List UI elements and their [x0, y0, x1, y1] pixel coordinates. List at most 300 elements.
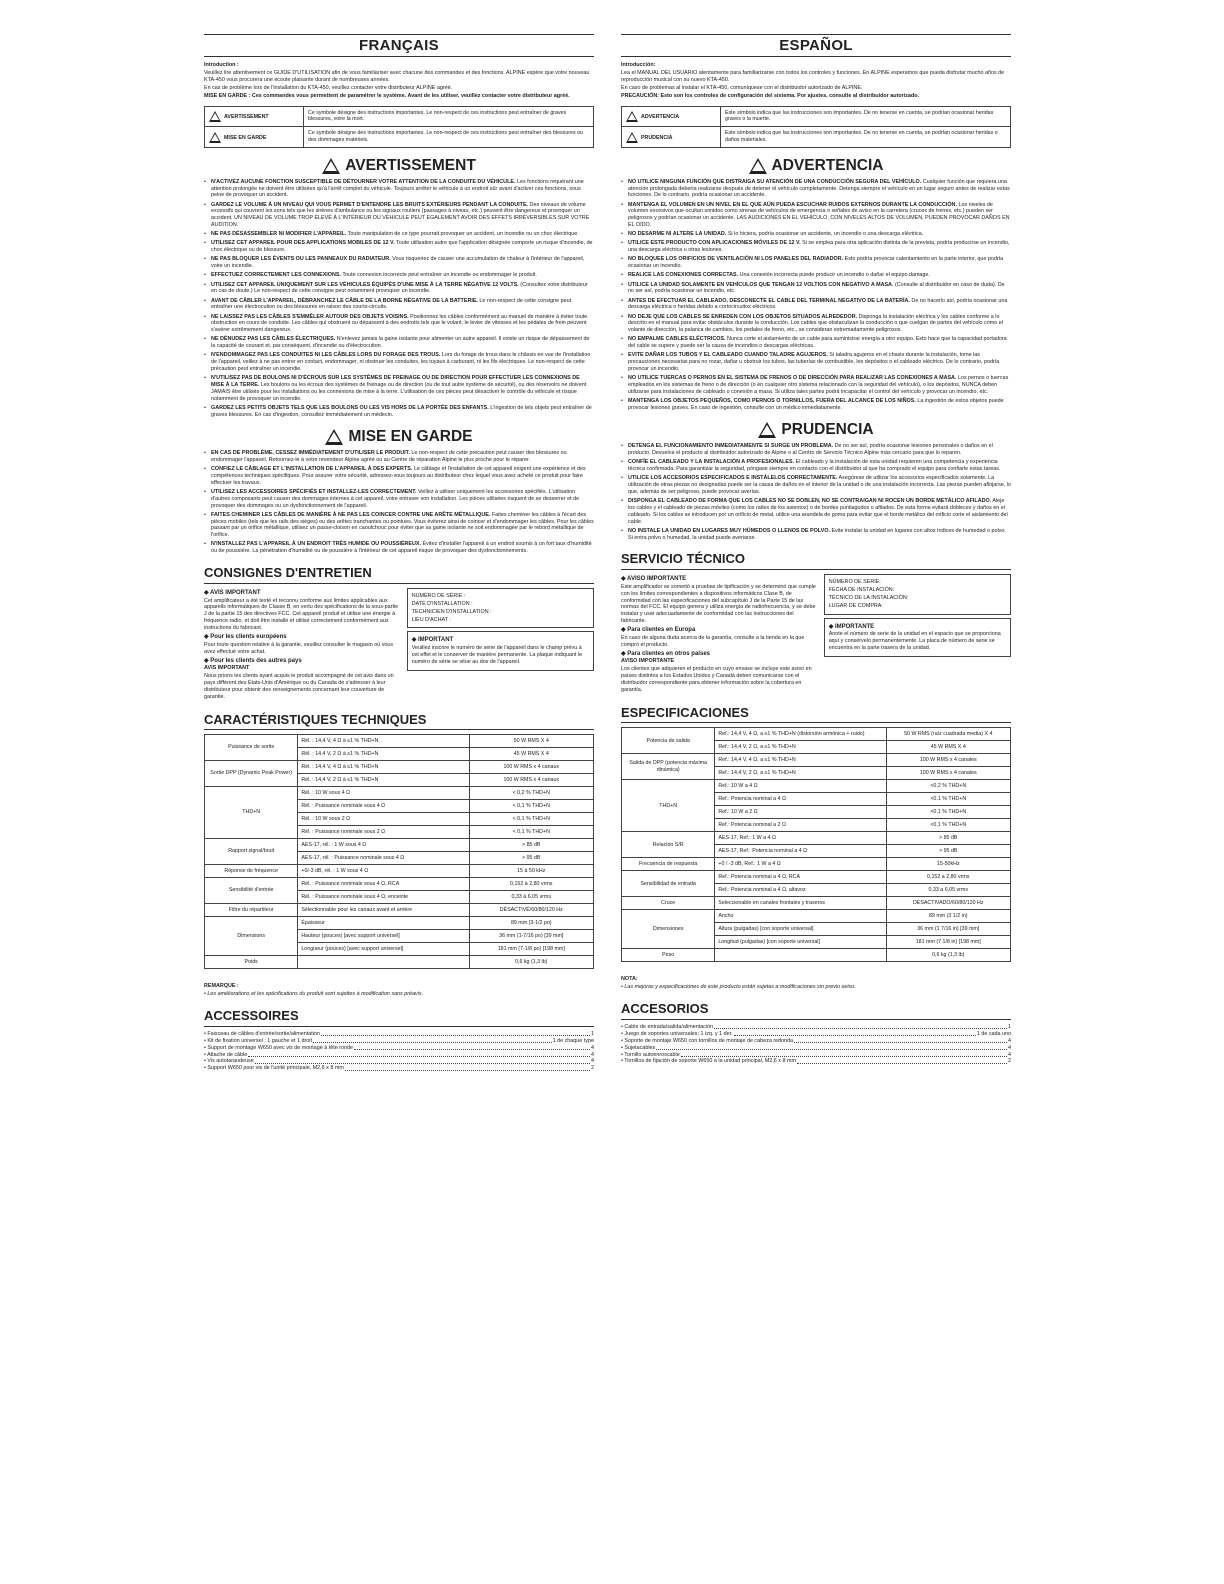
list-item-bold: EN CAS DE PROBLÈME, CESSEZ IMMÉDIATEMENT D'UTILISER LE PRODUIT.	[211, 449, 410, 456]
list-item-bold: GARDEZ LE VOLUME À UN NIVEAU QUI VOUS PERMET D'ENTENDRE LES BRUITS EXTÉRIEURS PENDANT LA CONDUITE.	[211, 201, 529, 208]
list-item-text: Le non-respect de cette précaution peut causer des blessures ou endommager l'appareil. Retournez-le à votre revendeur Alpine agréé ou au Centre de réparation Alpine le plus proche pour le réparer.	[211, 449, 567, 463]
list-item-text: L'ingestion de tels objets peut entraîner de graves blessures. En cas d'ingestion, consultez immédiatement un médecin.	[211, 405, 592, 419]
list-item-text: Faites cheminer les câbles à l'écart des pièces mobiles (tels que les rails des sièges) ou des arêtes tranchantes ou pointues. Vous éviterez ainsi de coincer et d'endommager les câbles. Pour les câbles passant par un orifice métallique, utilisez un passe-cloison en caoutchouc pour éviter que sa gaine isolante ne soit endommagée par le rebord métallique de l'orifice.	[211, 511, 594, 539]
purchase-place-field: LUGAR DE COMPRA:	[828, 602, 883, 609]
list-item-bold: EFFECTUEZ CORRECTEMENT LES CONNEXIONS.	[211, 272, 341, 279]
accessory-item	[621, 1031, 1011, 1038]
list-item-bold: ANTES DE EFECTUAR EL CABLEADO, DESCONECTE EL CABLE DEL TERMINAL NEGATIVO DE LA BATERÍA.	[628, 297, 910, 304]
spec-category: Potencia de salida	[622, 728, 715, 754]
list-item-bold: UTILICE LOS ACCESORIOS ESPECIFICADOS E INSTÁLELOS CORRECTAMENTE.	[628, 474, 838, 481]
purchase-place-field: LIEU D'ACHAT :	[411, 616, 451, 623]
list-item-text: El cableado y la instalación de esta unidad requieren una competencia y experiencia técnica confirmada. Para garantizar la seguridad, póngase siempre en contacto con el distribuidor al que ha comprado el equipo para confiarle estas tareas.	[628, 458, 1001, 472]
table-row	[205, 904, 594, 917]
list-item	[204, 272, 594, 279]
accessory-item	[621, 1024, 1011, 1031]
list-item	[621, 443, 1011, 457]
spec-condition: Ref.: 10 W a 4 Ω	[715, 780, 886, 793]
spec-value: 100 W RMS x 4 canaux	[469, 774, 593, 787]
list-item	[204, 336, 594, 350]
list-item-bold: UTILISEZ CET APPAREIL UNIQUEMENT SUR LES VÉHICULES ÉQUIPÉS D'UNE MISE À LA TERRE NÉGATIVE 12 VOLTS.	[211, 281, 519, 288]
spec-condition: Altura (pulgadas) [con soporte universal]	[715, 923, 886, 936]
warning-triangle-icon	[209, 111, 221, 122]
spec-category: Puissance de sortie	[205, 735, 298, 761]
list-item-bold: DISPONGA EL CABLEADO DE FORMA QUE LOS CABLES NO SE DOBLEN, NO SE CONTRAIGAN NI ROCEN UN BORDE METÁLICO AFILADO.	[628, 497, 992, 504]
list-item	[204, 405, 594, 419]
list-item-bold: UTILICE LA UNIDAD SOLAMENTE EN VEHÍCULOS QUE TENGAN 12 VOLTIOS CON NEGATIVO A MASA.	[628, 281, 894, 288]
spec-value: > 85 dB	[469, 839, 593, 852]
spec-category: Sensibilité d'entrée	[205, 878, 298, 904]
list-item-text: Si taladra agujeros en el chasis durante la instalación, tome las precauciones necesarias para no rozar, dañar u obstruir los tubos, las tuberías de combustible, los depósitos o el cableado eléctrico. De lo contrario, podría provocar un incendio.	[628, 352, 1000, 373]
symbol-warning-text: Ce symbole désigne des instructions importantes. Le non-respect de ces instructions peut entraîner de graves blessures, voire la mort.	[304, 106, 594, 127]
list-item	[621, 375, 1011, 396]
spec-value: 50 W RMS X 4	[469, 735, 593, 748]
spec-value: 181 mm (7 1/8 in) [198 mm]	[886, 936, 1010, 949]
list-item-text: Évitez d'installer l'appareil à un endroit soumis à un fort taux d'humidité ou de poussière. La pénétration d'humidité ou de poussière à l'intérieur de cet appareil risque de provoquer des dysfonctionnements.	[211, 541, 592, 555]
specifications-heading: ESPECIFICACIONES	[621, 705, 1011, 724]
list-item	[204, 375, 594, 403]
accessory-name: • Tornillos de fijación de soporte W650 a la unidad principal, M2,6 x 8 mm	[621, 1058, 796, 1065]
list-item	[621, 256, 1011, 270]
intro-heading: Introduction :	[204, 62, 239, 69]
maintenance-heading: CONSIGNES D'ENTRETIEN	[204, 565, 594, 584]
avis-important-text: Este amplificador se sometió a pruebas de tipificación y se determinó que cumple con los límites correspondientes a dispositivos informáticos Clase B, de conformidad con las especificaciones del subcapítulo J de la Parte 15 de las normas del FCC. El equipo genera y utiliza energía de radiofrecuencia, y se debe instalar y usar adecuadamente de conformidad con las instrucciones del fabricante.	[621, 583, 816, 625]
list-item-text: Les boulons ou les écrous des systèmes de freinage ou de direction (ou de tout autre système de sécurité), ou des réservoirs ne doivent JAMAIS être utilisés pour les installations ou les connexions de mise à la terre. L'utilisation de ces pièces peut désactiver le contrôle du véhicule et risque notamment de provoquer un incendie.	[211, 382, 587, 403]
list-item-bold: NO BLOQUEE LOS ORIFICIOS DE VENTILACIÓN NI LOS PANELES DEL RADIADOR.	[628, 256, 844, 263]
list-item-text: Nunca corte el aislamiento de un cable para suministrar energía a otro equipo. Esto hace que la capacidad portadora del cable se supere y puede ser la causa de incendios o descargas eléctricas.	[628, 336, 1007, 350]
table-row	[622, 871, 1011, 884]
list-item	[621, 459, 1011, 473]
list-item-text: Toute manipulation de ce type pourrait provoquer un accident, un incendie ou un choc électrique.	[346, 231, 579, 238]
table-row	[205, 839, 594, 852]
warning-triangle-icon	[758, 422, 776, 438]
specifications-table	[621, 727, 1011, 962]
important-text: Veuillez inscrire le numéro de série de l'appareil dans le champ prévu à cet effet et le conserver de manière permanente. La plaque indiquant le numéro de série se situe au dos de l'appareil.	[411, 645, 583, 665]
list-item-bold: NO EMPALME CABLES ELÉCTRICOS.	[628, 336, 726, 343]
accessory-name: • Faisceau de câbles d'entrée/sortie/alimentation	[204, 1030, 320, 1037]
accessory-name: • Support W650 pour vis de l'unité principale, M2,6 x 8 mm	[204, 1065, 344, 1072]
list-item	[621, 352, 1011, 373]
list-item-bold: N'ACTIVEZ AUCUNE FONCTION SUSCEPTIBLE DE DÉTOURNER VOTRE ATTENTION DE LA CONDUITE DU VÉHICULE.	[211, 178, 516, 185]
installer-field: TÉCNICO DE LA INSTALACIÓN:	[828, 594, 909, 601]
spec-condition: Rél. : 14,4 V, 4 Ω à ≤1 % THD+N	[298, 761, 469, 774]
spec-value: 100 W RMS x 4 canales	[886, 754, 1010, 767]
list-item-text: Disponga la instalación eléctrica y los cables conforme a lo descrito en el manual para evitar obstáculos durante la conducción. Los cables que obstaculizan la conducción o que cuelgan de partes del vehículo como el volante de dirección, la palanca de cambios, los pedales de freno, etc., se consideran extremadamente peligrosos.	[628, 313, 1003, 334]
spec-value: 0,6 kg (1,3 lb)	[886, 949, 1010, 962]
list-item	[621, 498, 1011, 526]
symbol-table	[621, 106, 1011, 148]
list-item-bold: DETENGA EL FUNCIONAMIENTO INMEDIATAMENTE SI SURGE UN PROBLEMA.	[628, 442, 834, 449]
spec-condition: Ref.: 14,4 V, 4 Ω, a ≤1 % THD+N	[715, 754, 886, 767]
accessory-item	[204, 1052, 594, 1059]
spec-condition: +0 / -3 dB, Ref.: 1 W a 4 Ω	[715, 858, 886, 871]
spec-category: THD+N	[205, 787, 298, 839]
list-item	[204, 450, 594, 464]
other-countries-heading: ◆ Pour les clients des autres pays	[204, 657, 302, 664]
spec-value: <0,1 % THD+N	[886, 806, 1010, 819]
list-item-bold: GARDEZ LES PETITS OBJETS TELS QUE LES BOULONS OU LES VIS HORS DE LA PORTÉE DES ENFANTS.	[211, 405, 489, 412]
list-item-text: Evite instalar la unidad en lugares con altos índices de humedad o polvo. Si entra polvo o humedad, la unidad puede averiarse.	[628, 527, 1006, 541]
spec-condition	[298, 956, 469, 969]
symbol-warning-text: Este símbolo indica que las instrucciones son importantes. De no tenerse en cuenta, se podrían ocasionar heridas graves o la muerte.	[721, 106, 1011, 127]
symbol-warning-label: AVERTISSEMENT	[224, 113, 269, 120]
list-item	[621, 179, 1011, 200]
spec-category: Relación S/R	[622, 832, 715, 858]
spec-value: 36 mm (1 7/16 in) [39 mm]	[886, 923, 1010, 936]
list-item-bold: NE DÉNUDEZ PAS LES CÂBLES ÉLECTRIQUES.	[211, 336, 336, 343]
spec-condition: Ref.: Potencia nominal a 4 Ω, RCA	[715, 871, 886, 884]
table-row	[622, 832, 1011, 845]
caution-heading: MISE EN GARDE	[204, 427, 594, 447]
spec-value: 89 mm (3-1/2 po)	[469, 917, 593, 930]
specifications-table	[204, 734, 594, 969]
dot-leader	[313, 1042, 552, 1043]
symbol-caution-text: Ce symbole désigne des instructions importantes. Le non-respect de ces instructions peut entraîner des blessures ou des dommages matériels.	[304, 127, 594, 148]
intro-paragraph-2: En caso de problemas al instalar el KTA-450, comuníquese con el distribuidor autorizado de ALPINE.	[621, 84, 863, 91]
symbol-table	[204, 106, 594, 148]
avis-important-heading: ◆ AVIS IMPORTANT	[204, 589, 261, 596]
list-item-text: Los pernos o tuercas empleados en los sistemas de freno o de dirección (o en cualquier otro sistema relacionado con la seguridad del vehículo), o los depósitos, NUNCA deben utilizarse para instalaciones de cableado o conexión a masa. Si utiliza tales partes podrá incapacitar el control del vehículo y provocar un incendio, etc.	[628, 375, 1009, 396]
list-item-bold: REALICE LAS CONEXIONES CORRECTAS.	[628, 272, 739, 279]
section-title-francais: FRANÇAIS	[204, 34, 594, 57]
serial-record-box	[407, 588, 594, 629]
spec-value: 36 mm (1-7/16 po) [39 mm]	[469, 930, 593, 943]
list-item-bold: NO DEJE QUE LOS CABLES SE ENREDEN CON LOS OBJETOS SITUADOS ALREDEDOR.	[628, 313, 858, 320]
remark-text: • Les améliorations et les spécifications du produit sont sujettes à modification sans préavis.	[204, 991, 424, 998]
list-item-text: (Consulte al distribuidor en caso de duda). De no ser así, podría ocasionar un incendio, etc.	[628, 281, 1005, 295]
list-item	[621, 475, 1011, 496]
table-row	[622, 728, 1011, 741]
maintenance-block	[204, 588, 594, 702]
spec-condition: AES-17, Ref.: 1 W a 4 Ω	[715, 832, 886, 845]
dot-leader	[734, 1035, 976, 1036]
warning-triangle-icon	[325, 429, 343, 445]
accessory-quantity: 1 de cada uno	[976, 1030, 1011, 1037]
accessory-item	[621, 1052, 1011, 1059]
european-clients-heading: ◆ Pour les clients européens	[204, 634, 287, 641]
intro-paragraph-1: Lea el MANUAL DEL USUARIO atentamente para familiarizarse con todos los controles y funciones. En ALPINE esperamos que pueda disfrutar mucho años de reproducción musical con su nuevo KTA-450.	[621, 70, 1005, 83]
accessory-item	[204, 1038, 594, 1045]
accessory-name: • Support de montage W650 avec vis de montage à tête ronde	[204, 1044, 354, 1051]
list-item	[621, 240, 1011, 254]
list-item-text: Los niveles de volumen excesivos que ocultan sonidos como sirenas de vehículos de emergencia o señales de aviso en la carretera (cruces de trenes, etc.) pueden ser peligrosos y podrían ocasionar un accidente. LAS AUDICIONES EN EL VEHÍCULO, CON NIVELES ALTOS DE VOLUMEN, PUEDEN PROVOCAR DAÑOS EN EL OÍDO.	[628, 201, 1010, 229]
spec-condition: Ref.: 14,4 V, 2 Ω, a ≤1 % THD+N	[715, 741, 886, 754]
spec-value: 0,33 a 6,05 vrms	[886, 884, 1010, 897]
other-countries-subheading: AVIS IMPORTANT	[204, 665, 250, 672]
list-item	[204, 466, 594, 487]
list-item-bold: FAITES CHEMINER LES CÂBLES DE MANIÈRE À NE PAS LES COINCER CONTRE UNE ARÊTE MÉTALLIQUE.	[211, 511, 491, 518]
list-item-text: De no hacerlo así, podría ocasionar una descarga eléctrica o heridas debido a cortocircuitos eléctricos.	[628, 297, 1008, 311]
caution-list	[204, 450, 594, 555]
serial-record-box	[824, 574, 1011, 615]
list-item-bold: NE PAS DÉSASSEMBLER NI MODIFIER L'APPAREIL.	[211, 231, 347, 238]
list-item-text: Una conexión incorrecta puede producir un incendio o dañar el equipo.damage.	[738, 272, 930, 279]
installer-field: TECHNICIEN D'INSTALLATION :	[411, 608, 492, 615]
spec-condition: Rél. : Puissance nominale sous 4 Ω	[298, 800, 469, 813]
spec-category: Réponse de fréquence	[205, 865, 298, 878]
spec-value: <0,2 % THD+N	[886, 780, 1010, 793]
list-item	[621, 398, 1011, 412]
spec-condition: Rél. : Puissance nominale sous 2 Ω	[298, 826, 469, 839]
accessory-name: • Soporte de montaje W650 con tornillos de montaje de cabeza redonda	[621, 1037, 794, 1044]
symbol-caution-text: Este símbolo indica que las instrucciones son importantes. De no tenerse en cuenta, se podrían ocasionar heridas o daños materiales.	[721, 127, 1011, 148]
dot-leader	[794, 1042, 1007, 1043]
intro-paragraph-2: En cas de problème lors de l'installation du KTA-450, veuillez contacter votre distributeur ALPINE agréé.	[204, 84, 453, 91]
list-item	[621, 282, 1011, 296]
list-item-text: Des niveaux de volume excessifs qui couvrent les sons tels que les sirènes d'ambulance ou les signaux routiers (passages à niveau, etc.) peuvent être dangereux et provoquer un accident. UN NIVEAU DE VOLUME TROP ÉLEVÉ À L'INTÉRIEUR DU VÉHICULE PEUT ÉGALEMENT AVOIR DES EFFETS IRRÉVERSIBLES SUR VOTRE AUDITION.	[211, 201, 590, 229]
warning-triangle-icon	[626, 132, 638, 143]
dot-leader	[354, 1049, 590, 1050]
avis-important-heading: ◆ AVISO IMPORTANTE	[621, 576, 687, 583]
spec-condition	[715, 949, 886, 962]
important-heading: ◆ IMPORTANTE	[828, 623, 875, 630]
spec-category: THD+N	[622, 780, 715, 832]
list-item-bold: NE LAISSEZ PAS LES CÂBLES S'EMMÊLER AUTOUR DES OBJETS VOISINS.	[211, 313, 409, 320]
spec-condition: Rél. : 14,4 V, 4 Ω à ≤1 % THD+N	[298, 735, 469, 748]
list-item-bold: MANTENGA LOS OBJETOS PEQUEÑOS, COMO PERNOS O TORNILLOS, FUERA DEL ALCANCE DE LOS NIÑOS.	[628, 398, 916, 405]
spec-value: DESACTIVADO/60/80/120 Hz	[886, 897, 1010, 910]
list-item	[204, 179, 594, 200]
install-date-field: DATE D'INSTALLATION :	[411, 600, 473, 607]
spec-value: 0,6 kg (1,3 lb)	[469, 956, 593, 969]
accessory-item	[204, 1031, 594, 1038]
table-row	[622, 949, 1011, 962]
european-clients-text: Pour toute question relative à la garantie, veuillez consulter le magasin où vous avez effectué votre achat.	[204, 641, 394, 655]
accessory-name: • Tornillo autoenroscable	[621, 1051, 680, 1058]
list-item	[621, 528, 1011, 542]
dot-leader	[345, 1070, 590, 1071]
list-item-bold: N'UTILISEZ PAS DE BOULONS NI D'ÉCROUS SUR LES SYSTÈMES DE FREINAGE OU DE DIRECTION POUR EFFECTUER LES CONNEXIONS DE MISE À LA TERRE.	[211, 375, 580, 389]
other-countries-heading: ◆ Para clientes en otros países	[621, 650, 710, 657]
list-item	[621, 272, 1011, 279]
important-heading: ◆ IMPORTANT	[411, 637, 454, 644]
accessories-list	[621, 1024, 1011, 1065]
dot-leader	[714, 1028, 1007, 1029]
accessory-name: • Vis autotaraudeuse	[204, 1058, 254, 1065]
list-item-bold: CONFÍE EL CABLEADO Y LA INSTALACIÓN A PROFESIONALES.	[628, 458, 795, 465]
spec-value: > 95 dB	[886, 845, 1010, 858]
spec-condition: Ref.: 10 W a 2 Ω	[715, 806, 886, 819]
list-item	[204, 282, 594, 296]
list-item-text: Lors du forage de trous dans le châssis en vue de l'installation de l'appareil, veillez à ne pas entrer en contact, endommager, ni obstruer les conduites, les tuyaux à carburant, ni les fils électriques. Le non-respect de cette précaution peut entraîner un incendie.	[211, 352, 591, 373]
note-heading: NOTA:	[621, 976, 638, 983]
spec-value: 0,33 à 6,05 vrms	[469, 891, 593, 904]
list-item	[621, 314, 1011, 335]
spec-value: < 0,1 % THD+N	[469, 813, 593, 826]
spec-condition: Sélectionnable pour les canaux avant et arrière	[298, 904, 469, 917]
list-item-text: Toute utilisation autre que l'application désignée comporte un risque d'incendie, de choc électrique ou de blessure.	[211, 240, 593, 254]
list-item-bold: N'INSTALLEZ PAS L'APPAREIL À UN ENDROIT TRÈS HUMIDE OU POUSSIÉREUX.	[211, 541, 422, 548]
list-item	[204, 202, 594, 230]
spec-condition: Rél. : 10 W sous 4 Ω	[298, 787, 469, 800]
accessory-quantity: 4	[1008, 1051, 1011, 1058]
list-item-text: Positionnez les câbles conformément au manuel de manière à éviter toute obstruction en cours de conduite. Les câbles qui obstruent ou dépassent à des endroits tels que le volant, le levier de vitesses et les pédales de frein peuvent s'avérer extrêmement dangereux.	[211, 313, 588, 334]
spec-category: Sortie DPP (Dynamic Peak Power)	[205, 761, 298, 787]
accessory-name: • Kit de fixation universel ; 1 gauche et 1 droit	[204, 1037, 312, 1044]
symbol-warning-label: ADVERTENCIA	[641, 113, 680, 120]
spec-category: Peso	[622, 949, 715, 962]
spec-condition: Ref.: 14,4 V, 2 Ω, a ≤1 % THD+N	[715, 767, 886, 780]
accessory-quantity: 4	[591, 1058, 594, 1065]
serial-field: NÚMERO DE SERIE:	[828, 579, 881, 586]
spec-category: Frecuencia de respuesta	[622, 858, 715, 871]
spec-value: 89 mm (3 1/2 in)	[886, 910, 1010, 923]
accessory-item	[621, 1045, 1011, 1052]
spec-condition: +0/-3 dB, rél. : 1 W sous 4 Ω	[298, 865, 469, 878]
warning-heading: ADVERTENCIA	[621, 156, 1011, 176]
accessories-heading: ACCESORIOS	[621, 1001, 1011, 1020]
spec-value: 181 mm (7-1/8 po) [198 mm]	[469, 943, 593, 956]
spec-condition: Ref.: Potencia nominal a 4 Ω	[715, 793, 886, 806]
spec-condition: AES-17, rél. : 1 W sous 4 Ω	[298, 839, 469, 852]
list-item-bold: UTILICE ESTE PRODUCTO CON APLICACIONES MÓVILES DE 12 V.	[628, 240, 801, 247]
list-item-bold: EVITE DAÑAR LOS TUBOS Y EL CABLEADO CUANDO TALADRE AGUJEROS.	[628, 352, 828, 359]
list-item-text: Cualquier función que requiera una atención prolongada debería realizarse después de detener el vehículo completamente. Detenga siempre el vehículo en un lugar seguro antes de realizar estas funciones. De lo contrario, podría ocasionar un accidente.	[628, 178, 1010, 199]
other-countries-text: Nous prions les clients ayant acquis le produit accompagné de cet avis dans un pays différent des États-Unis d'Amérique ou du Canada de s'adresser à leur distributeur pour obtenir des renseignements concernant leur couverture de garantie.	[204, 673, 394, 700]
accessory-name: • Juego de soportes universales; 1 izq. y 1 der.	[621, 1030, 733, 1037]
warning-heading: AVERTISSEMENT	[204, 156, 594, 176]
spec-value: 50 W RMS (raíz cuadrada media) X 4	[886, 728, 1010, 741]
list-item	[621, 336, 1011, 350]
spec-category: Dimensions	[205, 917, 298, 956]
list-item	[204, 489, 594, 510]
spec-value: < 0,1 % THD+N	[469, 826, 593, 839]
list-item-text: Le câblage et l'installation de cet appareil exigent une expérience et des compétences techniques spécifiques. Pour assurer votre sécurité, adressez-vous toujours au distributeur chez lequel vous avez acheté ce produit pour faire effectuer les travaux.	[211, 465, 586, 486]
important-box	[407, 631, 594, 670]
warning-triangle-icon	[749, 158, 767, 174]
spec-condition: Hauteur (pouces) [avec support universel]	[298, 930, 469, 943]
other-countries-text: Los clientes que adquieren el producto en cuyo envase se incluye este aviso en países distintos a los Estados Unidos y Canadá deben comunicarse con el distribuidor correspondiente para obtener información sobre la cobertura en garantía.	[621, 666, 812, 693]
list-item-text: Asegúrese de utilizar los accesorios especificados solamente. La utilización de otras piezas no designadas puede ser la causa de daños en el interior de la unidad o de una instalación incorrecta. Las piezas pueden aflojarse, lo que, además de ser peligroso, puede provocar averías.	[628, 474, 1011, 495]
dot-leader	[656, 1049, 1007, 1050]
service-heading: SERVICIO TÉCNICO	[621, 551, 1011, 570]
accessories-heading: ACCESSOIRES	[204, 1008, 594, 1027]
accessory-quantity: 4	[1008, 1037, 1011, 1044]
list-item-bold: UTILISEZ CET APPAREIL POUR DES APPLICATIONS MOBILES DE 12 V.	[211, 240, 395, 247]
service-block	[621, 574, 1011, 695]
table-row	[622, 910, 1011, 923]
spec-condition: Rél. : Puissance nominale sous 4 Ω, enceinte	[298, 891, 469, 904]
spec-category: Salida de DPP (potencia máxima dinámica)	[622, 754, 715, 780]
accessory-name: • Cable de entrada/salida/alimentación	[621, 1023, 714, 1030]
spec-value: < 0,1 % THD+N	[469, 800, 593, 813]
list-item-text: Les fonctions requérant une attention prolongée ne doivent être utilisées qu'à l'arrêt complet du véhicule. Toujours arrêter le véhicule à un endroit sûr avant d'activer ces fonctions, sous peine de provoquer un accident.	[211, 178, 584, 199]
spec-value: <0.1 % THD+N	[886, 793, 1010, 806]
table-row	[205, 917, 594, 930]
list-item-text: Esto podría provocar calentamiento en la parte interior, que podría ocasionar un incendio.	[628, 256, 1004, 270]
spanish-column	[621, 34, 1011, 1065]
list-item-text: N'enlevez jamais la gaine isolante pour alimenter un autre appareil. Il existe un risque de dépassement de la capacité de courant et, par conséquent, d'incendie ou d'électrocution.	[211, 336, 590, 350]
warning-triangle-icon	[209, 132, 221, 143]
list-item-bold: AVANT DE CÂBLER L'APPAREIL, DÉBRANCHEZ LE CÂBLE DE LA BORNE NÉGATIVE DE LA BATTERIE.	[211, 297, 478, 304]
spec-value: 0,152 a 2,80 vrms	[886, 871, 1010, 884]
accessory-name: • Sujetacables	[621, 1044, 656, 1051]
european-clients-heading: ◆ Para clientes en Europa	[621, 627, 696, 634]
spec-condition: Ref.: Potencia nominal a 4 Ω, altavoz	[715, 884, 886, 897]
spec-condition: Rél. : 10 W sous 2 Ω	[298, 813, 469, 826]
list-item	[621, 298, 1011, 312]
spec-condition: Ancho	[715, 910, 886, 923]
spec-category: Poids	[205, 956, 298, 969]
avis-important-text: Cet amplificateur a été testé et reconnu conforme aux limites applicables aux appareils informatiques de Classe B, en vertu des spécifications de la sous-partie J de la partie 15 des directives FCC. Cet appareil produit et utilise une énergie à fréquence radio, et doit être installé et utilisé correctement conformément aux instructions du fabricant.	[204, 597, 399, 632]
spec-value: 45 W RMS X 4	[886, 741, 1010, 754]
list-item-bold: NO UTILICE NINGUNA FUNCIÓN QUE DISTRAIGA SU ATENCIÓN DE UNA CONDUCCIÓN SEGURA DEL VEHÍCULO.	[628, 178, 922, 185]
symbol-caution-label: PRUDENCIA	[641, 134, 673, 141]
warning-list	[621, 179, 1011, 412]
remark-heading: REMARQUE :	[204, 983, 239, 990]
spec-value: 15-50kHz	[886, 858, 1010, 871]
table-row	[205, 735, 594, 748]
table-row	[205, 956, 594, 969]
list-item	[204, 240, 594, 254]
table-row	[622, 897, 1011, 910]
spec-category: Filtre du répartiteur	[205, 904, 298, 917]
list-item-bold: NE PAS BLOQUER LES ÉVENTS OU LES PANNEAUX DU RADIATEUR.	[211, 256, 391, 263]
list-item-text: Vous risqueriez de causer une accumulation de chaleur à l'intérieur de l'appareil, voire un incendie.	[211, 256, 585, 270]
list-item-bold: NO DESARME NI ALTERE LA UNIDAD.	[628, 231, 727, 238]
caution-list	[621, 443, 1011, 542]
warning-triangle-icon	[626, 111, 638, 122]
list-item-text: (Consultez votre distributeur en cas de doute.) Le non-respect de cette consigne peut notamment provoquer un incendie.	[211, 281, 588, 295]
intro-heading: Introducción:	[621, 62, 656, 69]
symbol-caution-label: MISE EN GARDE	[224, 134, 267, 141]
important-box	[824, 618, 1011, 657]
list-item-bold: MANTENGA EL VOLUMEN EN UN NIVEL EN EL QUE AÚN PUEDA ESCUCHAR RUIDOS EXTERNOS DURANTE LA CONDUCCIÓN.	[628, 201, 957, 208]
important-text: Anote el número de serie de la unidad en el espacio que se proporciona aquí y consérvelo permanentemente. La placa de número de serie se encuentra en la parte trasera de la unidad.	[828, 631, 1001, 652]
spec-category: Rapport signal/bruit	[205, 839, 298, 865]
intro-caution: MISE EN GARDE : Ces commandes vous permettent de paramétrer le système. Avant de les utiliser, veuillez contacter votre distributeur agréé.	[204, 92, 570, 99]
list-item-text: Veillez à utiliser uniquement les accessoires spécifiés. L'utilisation d'autres composants peut causer des dommages internes à cet appareil, voire entraver son installation. Les pièces utilisées risquent de se desserrer et de provoquer des dommages ou un dysfonctionnement de l'appareil.	[211, 488, 580, 509]
list-item	[204, 256, 594, 270]
french-column	[204, 34, 594, 1072]
accessory-item	[204, 1065, 594, 1072]
accessory-item	[204, 1045, 594, 1052]
spec-condition: Épaisseur	[298, 917, 469, 930]
spec-value: 100 W RMS x 4 canaux	[469, 761, 593, 774]
spec-category: Dimensiones	[622, 910, 715, 949]
list-item	[204, 512, 594, 540]
list-item-text: Le non-respect de cette consigne peut entraîner une électrocution ou des blessures en raison des courts-circuits.	[211, 297, 572, 311]
accessory-quantity: 4	[1008, 1044, 1011, 1051]
spec-condition: Ref.: Potencia nominal a 2 Ω	[715, 819, 886, 832]
list-item-bold: UTILISEZ LES ACCESSOIRES SPÉCIFIÉS ET INSTALLEZ-LES CORRECTEMENT.	[211, 488, 417, 495]
accessory-quantity: 1 de chaque type	[552, 1037, 594, 1044]
list-item-bold: N'ENDOMMAGEZ PAS LES CONDUITES NI LES CÂBLES LORS DU FORAGE DES TROUS.	[211, 352, 441, 359]
spec-value: < 0,2 % THD+N	[469, 787, 593, 800]
accessory-quantity: 4	[591, 1044, 594, 1051]
list-item-text: La ingestión de estos objetos puede provocar lesiones graves. En caso de ingestión, consulte con un médico inmediatamente.	[628, 398, 1004, 412]
accessory-item	[621, 1058, 1011, 1065]
spec-value: 15 à 50 kHz	[469, 865, 593, 878]
spec-condition: Seleccionable en canales frontales y traseros	[715, 897, 886, 910]
list-item-text: Toute connexion incorrecte peut entraîner un incendie ou endommager le produit.	[340, 272, 537, 279]
accessory-quantity: 1	[1008, 1023, 1011, 1030]
spec-condition: Longitud (pulgadas) [con soporte universal]	[715, 936, 886, 949]
dot-leader	[321, 1035, 590, 1036]
spec-condition: Ref.: 14,4 V, 4 Ω, a ≤1 % THD+N (distorsión armónica + ruido)	[715, 728, 886, 741]
accessory-quantity: 1	[591, 1030, 594, 1037]
list-item	[621, 231, 1011, 238]
list-item-text: Si lo hiciera, podría ocasionar un accidente, un incendio o una descarga eléctrica.	[726, 231, 924, 238]
list-item-bold: CONFIEZ LE CÂBLAGE ET L'INSTALLATION DE L'APPAREIL À DES EXPERTS.	[211, 465, 413, 472]
list-item	[204, 231, 594, 238]
dot-leader	[797, 1063, 1007, 1064]
list-item-text: Aleje los cables y el cableado de piezas móviles (como los raíles de los asientos) o de bordes puntiagudos o afilados. De esta forma evitará dobleces y daños en el cableado. Si los cables se introducen por un orificio de metal, utilice una arandela de goma para evitar que el borde metálico del orificio corte el aislamiento del cable.	[628, 497, 1008, 525]
spec-value: 45 W RMS X 4	[469, 748, 593, 761]
spec-value: 0,152 à 2,80 vrms	[469, 878, 593, 891]
table-row	[622, 754, 1011, 767]
install-date-field: FECHA DE INSTALACIÓN:	[828, 586, 895, 593]
other-countries-subheading: AVISO IMPORTANTE	[621, 658, 675, 665]
